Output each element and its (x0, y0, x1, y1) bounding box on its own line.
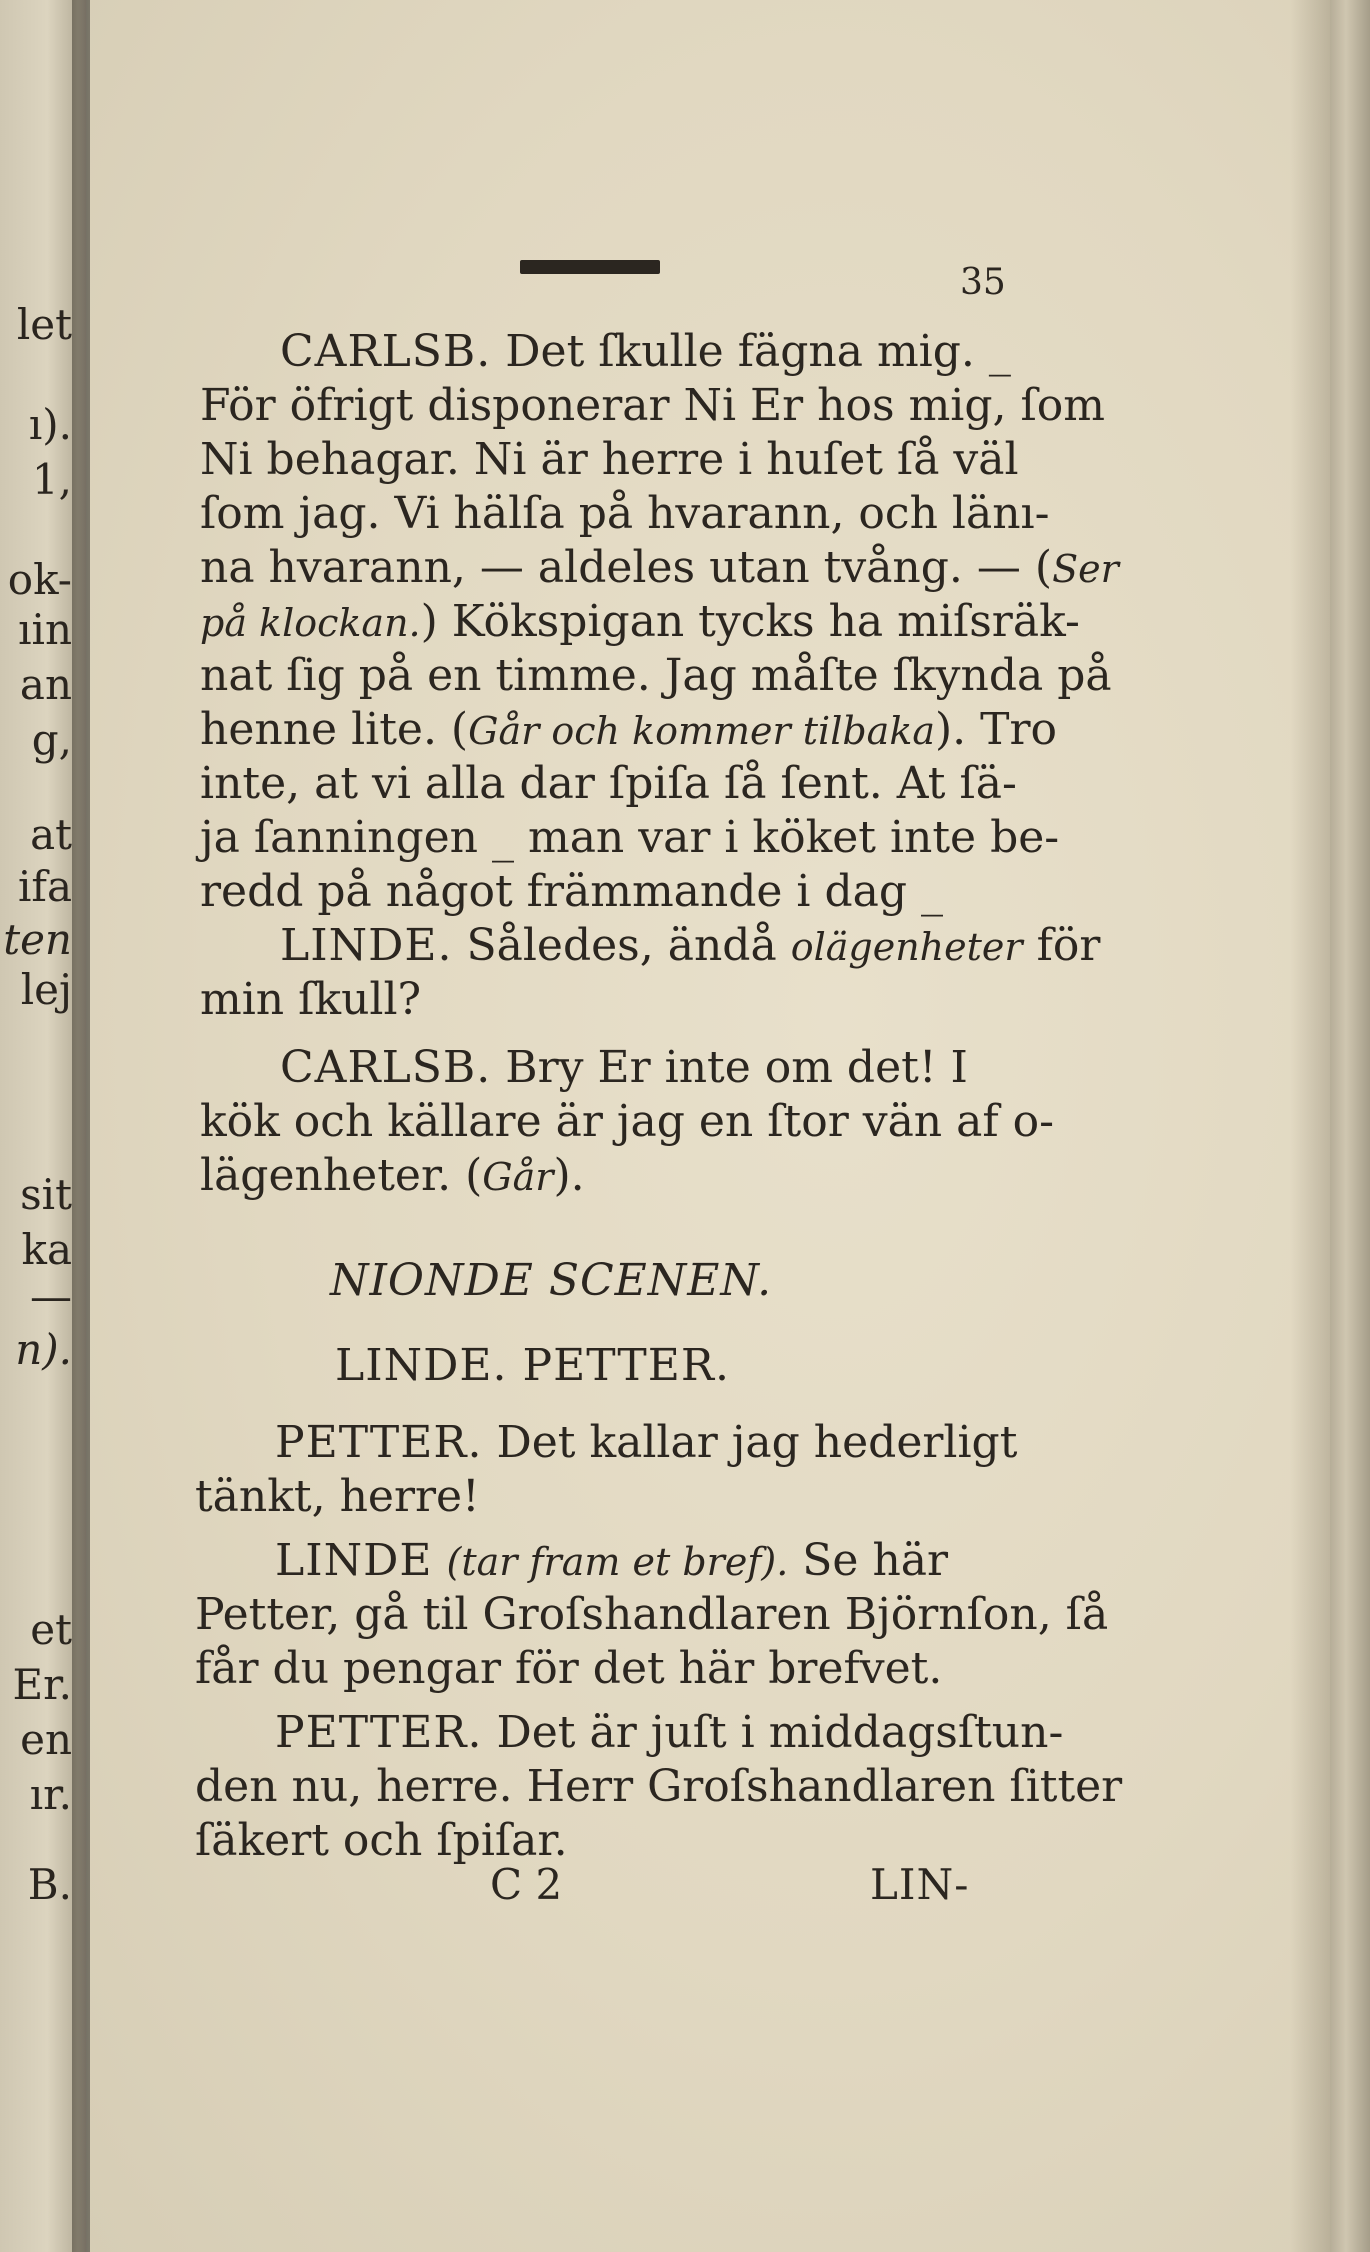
line-text: Det ſkulle fägna mig. _ (505, 326, 1011, 377)
text-line (200, 1041, 1100, 1095)
line-text: lägenheter. ( (200, 1150, 483, 1201)
signature-mark: C 2 (490, 1860, 563, 1909)
page-shade (1290, 0, 1330, 2252)
catchword: LIN- (870, 1860, 970, 1909)
text-line: tänkt, herre! (195, 1471, 480, 1522)
stage-direction: Ser (1052, 547, 1119, 591)
header-rule (520, 260, 660, 274)
text-line: För öfrigt disponerar Ni Er hos mig, ſom (200, 380, 1106, 431)
text-line (200, 1149, 1100, 1203)
facing-text-fragment: B. (27, 1860, 72, 1909)
facing-text-fragment: n). (15, 1325, 72, 1374)
text-line (200, 595, 1100, 649)
stage-direction: Går och kommer tilbaka (468, 709, 936, 753)
text-line (195, 1705, 1095, 1759)
line-text: för (1036, 920, 1101, 971)
speaker-name: PETTER. (275, 1707, 483, 1758)
facing-text-fragment: ı). (28, 400, 72, 449)
facing-text-fragment: g, (31, 715, 72, 764)
text-line (200, 325, 1100, 379)
line-text: ) Kökspigan tycks ha miſsräk- (420, 596, 1080, 647)
facing-text-fragment: an (19, 660, 72, 709)
line-text: Således, ändå (466, 920, 777, 971)
text-line: inte, at vi alla dar ſpiſa ſå ſent. At ſä- (200, 758, 1017, 809)
facing-text-fragment: — (30, 1272, 72, 1321)
text-line: nat ſig på en timme. Jag måſte ſkynda på (200, 650, 1112, 701)
facing-text-fragment: ten (3, 915, 72, 964)
facing-text-fragment: sit (20, 1170, 72, 1219)
facing-text-fragment: 1, (31, 455, 72, 504)
line-text: ). Tro (935, 704, 1058, 755)
speaker-name: LINDE. (280, 920, 453, 971)
speaker-name: LINDE (275, 1535, 433, 1586)
line-text: ). (553, 1150, 585, 1201)
stage-direction: Går (482, 1155, 554, 1199)
facing-text-fragment: en (20, 1715, 72, 1764)
facing-text-fragment: et (30, 1605, 72, 1654)
speaker-name: PETTER. (275, 1417, 483, 1468)
text-line: Petter, gå til Groſshandlaren Björnſon, ſå (195, 1589, 1109, 1640)
book-page (90, 0, 1330, 2252)
page-number: 35 (960, 262, 1006, 303)
scene-heading: NIONDE SCENEN. (330, 1255, 773, 1306)
facing-text-fragment: lej (20, 965, 72, 1014)
line-text: Bry Er inte om det! I (505, 1042, 968, 1093)
text-line (200, 541, 1119, 595)
scene-cast: LINDE. PETTER. (335, 1340, 730, 1391)
facing-text-fragment: ır. (29, 1770, 72, 1819)
book-edge (1330, 0, 1370, 2252)
facing-text-fragment: ka (21, 1225, 72, 1274)
text-line: min ſkull? (200, 974, 422, 1025)
stage-direction: på klockan. (200, 601, 421, 645)
line-text: henne lite. ( (200, 704, 469, 755)
line-text: Det kallar jag hederligt (496, 1417, 1018, 1468)
speaker-name: CARLSB. (280, 326, 492, 377)
text-line (200, 703, 1100, 757)
facing-text-fragment: Er. (12, 1660, 72, 1709)
text-line: ſom jag. Vi hälſa på hvarann, och länı- (200, 488, 1050, 539)
text-line: redd på något främmande i dag _ (200, 866, 944, 917)
text-line: ja ſanningen _ man var i köket inte be- (200, 812, 1060, 863)
line-text: Se här (802, 1535, 949, 1586)
line-text: Det är juſt i middagsſtun- (496, 1707, 1064, 1758)
dialogue-block-1 (200, 325, 1119, 1203)
facing-text-fragment: ıin (18, 605, 72, 654)
emphasis-text: olägenheter (790, 925, 1023, 969)
facing-text-fragment: let (16, 300, 72, 349)
facing-text-fragment: at (30, 810, 72, 859)
dialogue-block-2 (195, 1415, 1123, 1867)
text-line: kök och källare är jag en ſtor vän af o- (200, 1096, 1054, 1147)
speaker-name: CARLSB. (280, 1042, 492, 1093)
text-line: får du pengar för det här brefvet. (195, 1643, 943, 1694)
text-line (195, 1415, 1095, 1469)
text-line: den nu, herre. Herr Groſshandlaren ſitter (195, 1761, 1123, 1812)
facing-text-fragment: ok- (7, 555, 72, 604)
facing-text-fragment: ifa (17, 862, 72, 911)
text-line: ſäkert och ſpiſar. (195, 1815, 568, 1866)
text-line: Ni behagar. Ni är herre i huſet ſå väl (200, 434, 1019, 485)
stage-direction: (tar fram et bref). (446, 1540, 789, 1584)
text-line (200, 919, 1100, 973)
line-text: na hvarann, — aldeles utan tvång. — ( (200, 542, 1053, 593)
text-line (195, 1533, 1095, 1587)
